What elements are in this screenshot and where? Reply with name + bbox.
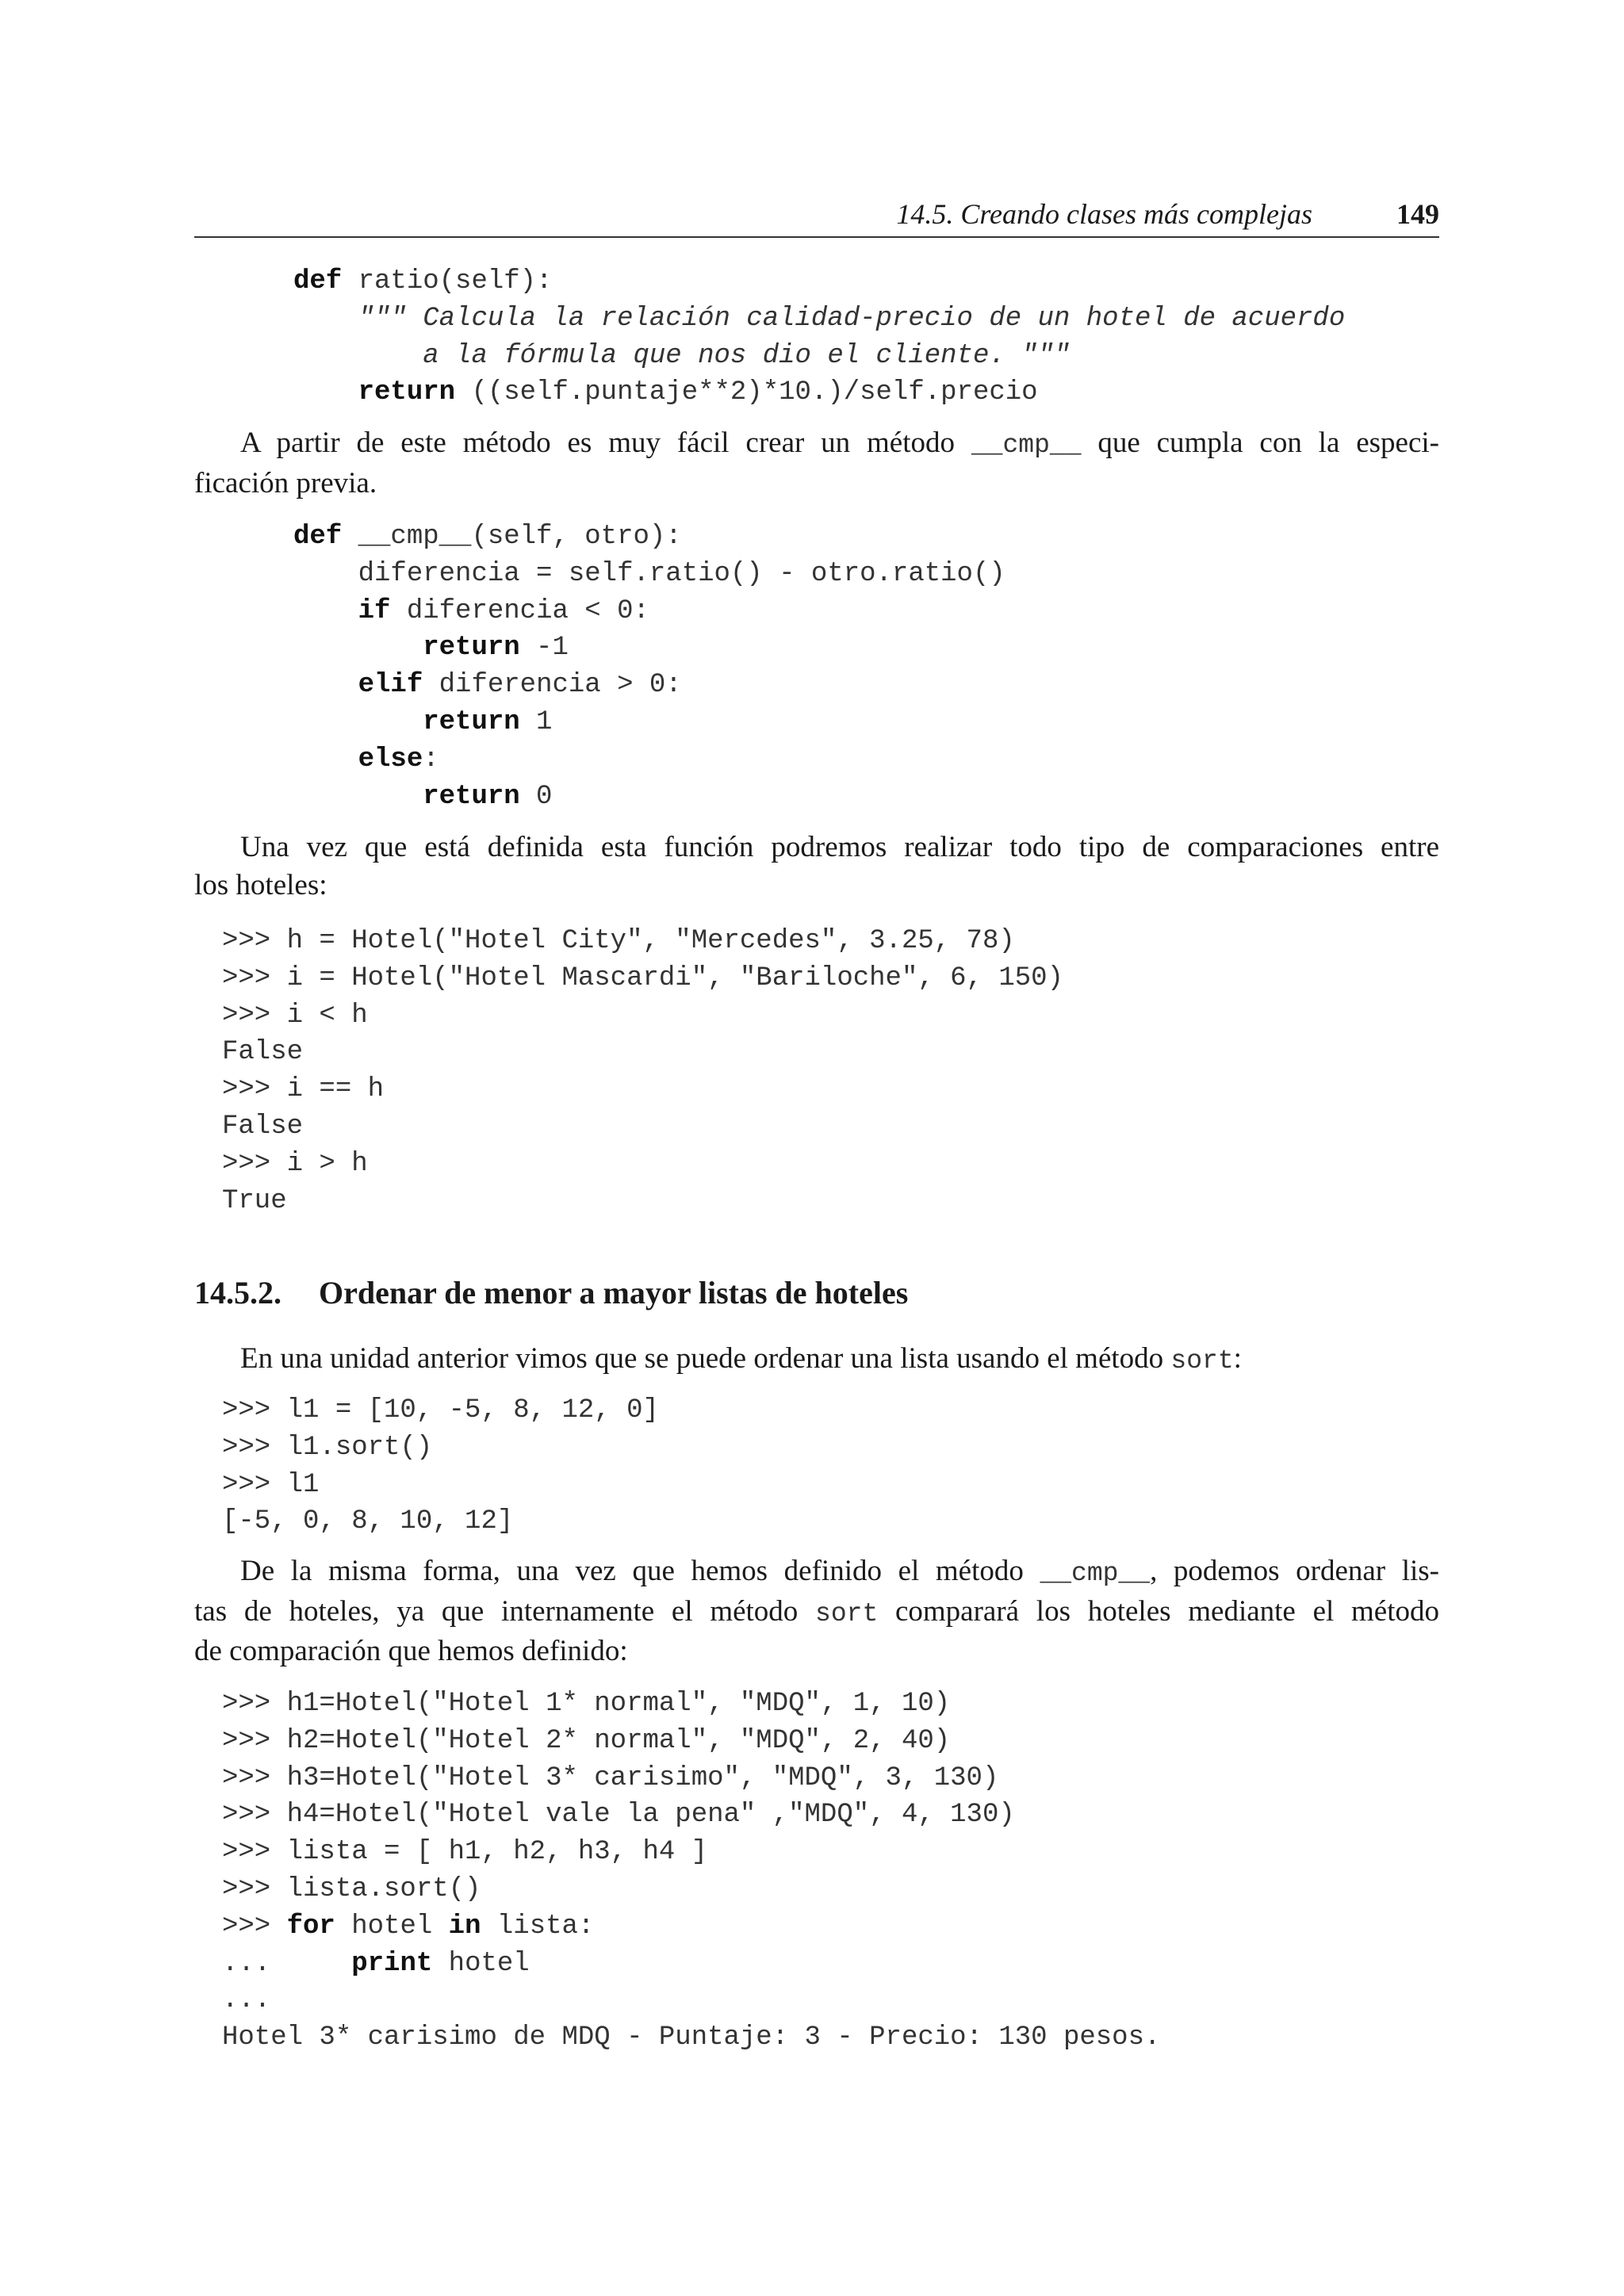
paragraph-cmp-intro bbox=[194, 424, 1439, 502]
docstring-line: """ Calcula la relación calidad-precio de un hotel de acuerdo bbox=[358, 303, 1346, 334]
code-keyword: return bbox=[423, 781, 520, 812]
code-keyword: return bbox=[358, 377, 456, 408]
code-line: False bbox=[222, 1037, 304, 1068]
code-line: >>> i < h bbox=[222, 1000, 368, 1031]
text-run: que cumpla con la especi- bbox=[1081, 427, 1440, 459]
code-line: Hotel 3* carisimo de MDQ - Puntaje: 3 - Precio: 130 pesos. bbox=[222, 2022, 1161, 2053]
code-keyword: for bbox=[286, 1911, 335, 1942]
text-run: tas de hoteles, ya que internamente el método bbox=[194, 1594, 816, 1628]
code-line: >>> i == h bbox=[222, 1074, 385, 1105]
code-line: >>> l1 bbox=[222, 1469, 320, 1500]
code-line: >>> h4=Hotel("Hotel vale la pena" ,"MDQ", 4, 130) bbox=[222, 1800, 1015, 1831]
docstring-line: a la fórmula que nos dio el cliente. """ bbox=[358, 340, 1071, 371]
code-line: >>> i > h bbox=[222, 1148, 368, 1179]
paragraph-sort-hotels bbox=[194, 1552, 1439, 1670]
code-text: ... bbox=[222, 1948, 352, 1979]
code-text: 0 bbox=[519, 781, 553, 812]
code-text: >>> bbox=[222, 1911, 287, 1942]
code-line: True bbox=[222, 1185, 287, 1216]
code-line: >>> h3=Hotel("Hotel 3* carisimo", "MDQ", 3, 130) bbox=[222, 1762, 999, 1793]
code-block-comparisons bbox=[222, 923, 1063, 1219]
code-text: diferencia < 0: bbox=[390, 595, 649, 626]
text-run: : bbox=[1233, 1342, 1242, 1375]
code-text: : bbox=[423, 744, 439, 775]
text-run: De la misma forma, una vez que hemos definido el método bbox=[240, 1555, 1040, 1587]
code-line: False bbox=[222, 1111, 304, 1142]
code-text: hotel bbox=[432, 1948, 530, 1979]
code-keyword: def bbox=[293, 522, 343, 552]
text-run: A partir de este método es muy fácil crear un método bbox=[240, 427, 971, 459]
running-header bbox=[194, 193, 1439, 238]
inline-code: __cmp__ bbox=[971, 430, 1082, 460]
code-text: ratio(self): bbox=[342, 266, 553, 297]
code-line: >>> h1=Hotel("Hotel 1* normal", "MDQ", 1, 10) bbox=[222, 1689, 951, 1719]
code-keyword: if bbox=[358, 595, 391, 626]
code-line: >>> l1.sort() bbox=[222, 1432, 433, 1463]
section-title: Ordenar de menor a mayor listas de hoteles bbox=[319, 1275, 909, 1311]
code-keyword: elif bbox=[358, 670, 423, 701]
section-heading bbox=[194, 1273, 908, 1313]
code-line: >>> h2=Hotel("Hotel 2* normal", "MDQ", 2, 40) bbox=[222, 1725, 951, 1756]
code-keyword: else bbox=[358, 744, 423, 775]
code-line: [-5, 0, 8, 10, 12] bbox=[222, 1506, 514, 1537]
paragraph-line bbox=[194, 1340, 1439, 1380]
code-keyword: return bbox=[423, 706, 520, 737]
running-title: 14.5. Creando clases más complejas bbox=[896, 198, 1312, 230]
paragraph-line bbox=[194, 1593, 1439, 1633]
text-run: , podemos ordenar lis- bbox=[1150, 1555, 1439, 1587]
paragraph-line bbox=[194, 424, 1439, 465]
code-keyword: print bbox=[351, 1948, 433, 1979]
paragraph-line: de comparación que hemos definido: bbox=[194, 1635, 628, 1667]
code-block-ratio bbox=[293, 263, 1345, 411]
code-text: 1 bbox=[519, 706, 553, 737]
code-text: __cmp__(self, otro): bbox=[342, 522, 682, 552]
text-run: En una unidad anterior vimos que se puede ordenar una lista usando el método bbox=[240, 1342, 1171, 1375]
paragraph-comparisons bbox=[194, 828, 1439, 904]
inline-code: __cmp__ bbox=[1040, 1559, 1151, 1588]
paragraph-sort-intro bbox=[194, 1340, 1439, 1380]
code-line: ... bbox=[222, 1985, 271, 2016]
paragraph-line: ficación previa. bbox=[194, 466, 377, 499]
code-line: >>> i = Hotel("Hotel Mascardi", "Bariloche", 6, 150) bbox=[222, 962, 1063, 993]
code-keyword: in bbox=[448, 1911, 481, 1942]
paragraph-line: Una vez que está definida esta función podremos realizar todo tipo de comparaciones entre bbox=[240, 831, 1439, 863]
inline-code: sort bbox=[1170, 1346, 1234, 1376]
code-block-list-sort bbox=[222, 1392, 659, 1540]
code-text: diferencia > 0: bbox=[423, 670, 682, 701]
code-line: >>> lista.sort() bbox=[222, 1873, 481, 1904]
code-line: >>> l1 = [10, -5, 8, 12, 0] bbox=[222, 1395, 659, 1425]
code-text: diferencia = self.ratio() - otro.ratio() bbox=[358, 558, 1005, 589]
code-keyword: def bbox=[293, 266, 343, 297]
section-number: 14.5.2. bbox=[194, 1275, 282, 1311]
paragraph-line bbox=[194, 1552, 1439, 1593]
inline-code: sort bbox=[815, 1598, 879, 1628]
code-text: hotel bbox=[335, 1911, 449, 1942]
code-line: >>> lista = [ h1, h2, h3, h4 ] bbox=[222, 1837, 708, 1868]
code-line: >>> h = Hotel("Hotel City", "Mercedes", 3.25, 78) bbox=[222, 926, 1015, 956]
code-text: lista: bbox=[481, 1911, 595, 1942]
code-block-cmp bbox=[293, 519, 1005, 815]
page-number: 149 bbox=[1396, 198, 1439, 230]
code-keyword: return bbox=[423, 633, 520, 664]
text-run: comparará los hoteles mediante el método bbox=[878, 1594, 1439, 1628]
code-text: -1 bbox=[519, 633, 569, 664]
paragraph-line: los hoteles: bbox=[194, 868, 327, 901]
code-block-hotel-sort bbox=[222, 1686, 1160, 2057]
code-text: ((self.puntaje**2)*10.)/self.precio bbox=[455, 377, 1038, 408]
